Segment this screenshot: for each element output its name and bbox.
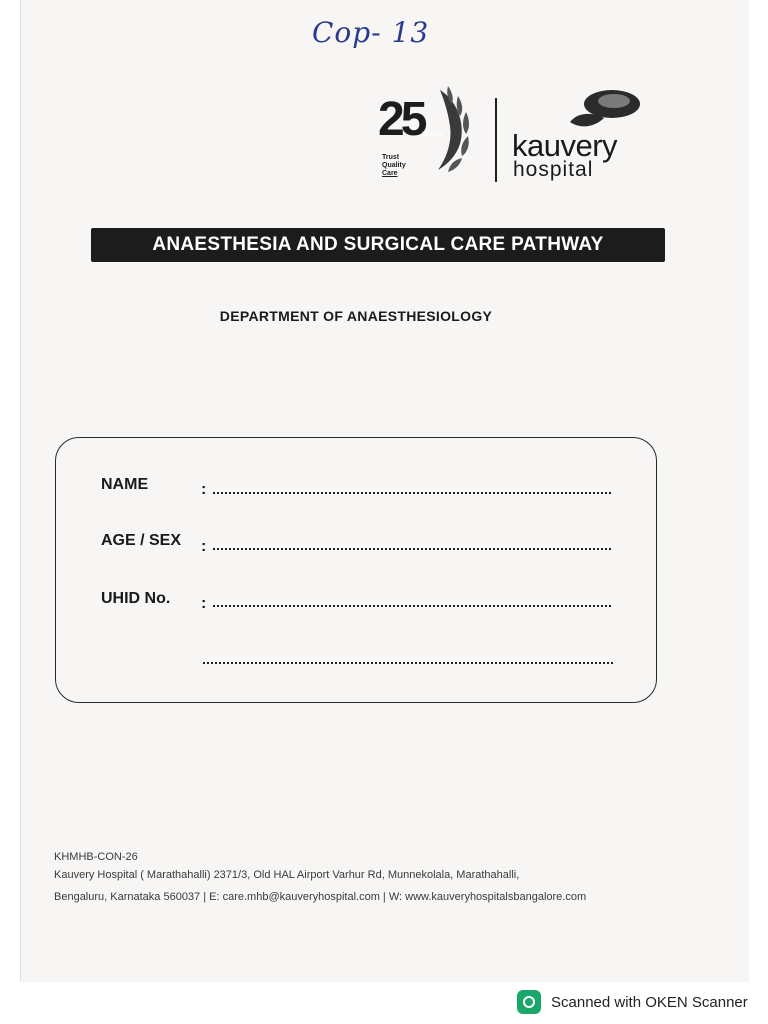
tagline-trust: Trust — [382, 154, 400, 161]
age-sex-label: AGE / SEX — [101, 532, 182, 549]
anniversary-logo — [378, 82, 478, 182]
document-title: ANAESTHESIA AND SURGICAL CARE PATHWAY — [91, 228, 665, 262]
uhid-field[interactable] — [213, 605, 611, 607]
anniversary-number: 25 — [378, 93, 424, 146]
name-colon: : — [201, 481, 207, 498]
extra-blank-field[interactable] — [203, 662, 613, 664]
name-field[interactable] — [213, 492, 611, 494]
anniversary-tagline — [382, 154, 406, 178]
name-label: NAME — [101, 476, 149, 493]
department-heading: DEPARTMENT OF ANAESTHESIOLOGY — [219, 308, 493, 324]
age-sex-colon: : — [201, 538, 207, 555]
footer-address-line1: Kauvery Hospital ( Marathahalli) 2371/3, Old HAL Airport Varhur Rd, Munnekolala, Marathahalli, — [54, 869, 520, 881]
scanner-watermark — [517, 990, 748, 1014]
anniversary-years-label: YEARS — [422, 132, 443, 138]
kauvery-logo-mark-icon — [568, 86, 644, 134]
footer-address-line2: Bengaluru, Karnataka 560037 | E: care.mhb@kauveryhospital.com | W: www.kauveryhospitalsbangalore.com — [54, 891, 587, 903]
document-code: KHMHB-CON-26 — [54, 851, 138, 863]
brand-name: kauvery — [512, 128, 618, 163]
oken-scanner-icon — [517, 990, 541, 1014]
handwritten-note: Cop- 13 — [312, 16, 430, 49]
uhid-colon: : — [201, 595, 207, 612]
scanner-watermark-text: Scanned with OKEN Scanner — [551, 993, 748, 1011]
age-sex-field[interactable] — [213, 548, 611, 550]
logo-divider — [495, 98, 497, 182]
uhid-label: UHID No. — [101, 590, 171, 607]
tagline-care: Care — [382, 170, 398, 177]
tagline-quality: Quality — [382, 162, 406, 169]
brand-subtitle: hospital — [513, 158, 594, 181]
